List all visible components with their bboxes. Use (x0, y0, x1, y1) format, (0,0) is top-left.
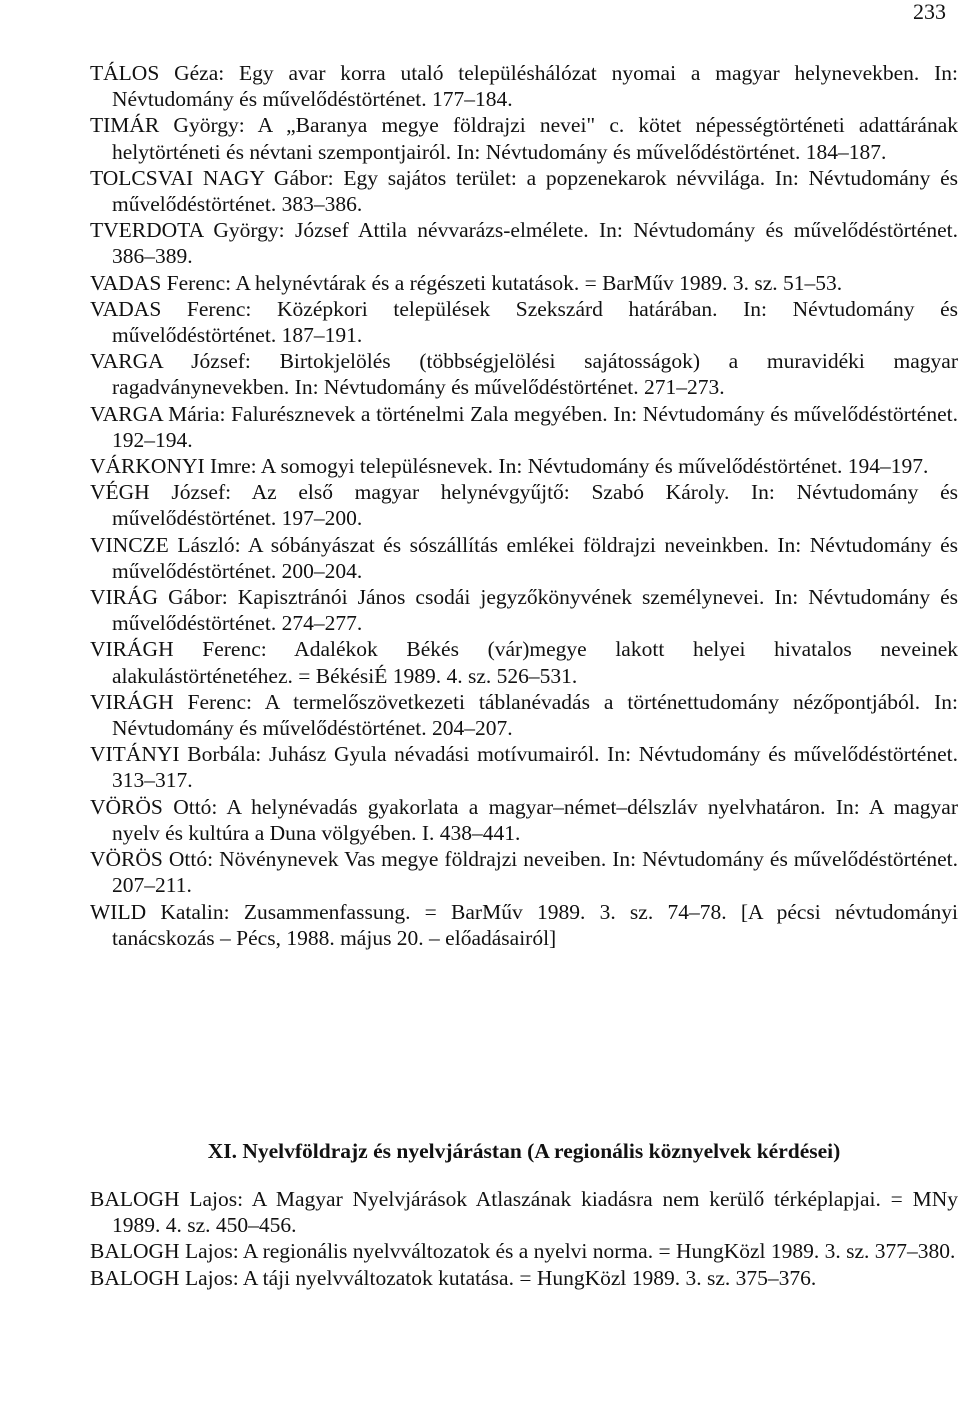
bibliography-entry: VARGA József: Birtokjelölés (többségjelölési sajátosságok) a muravidéki magyar ragadványnevekben. In: Névtudomány és művelődéstörténet. 271–273. (90, 349, 958, 400)
bibliography-entry: VÉGH József: Az első magyar helynévgyűjtő: Szabó Károly. In: Névtudomány és művelődéstörténet. 197–200. (90, 480, 958, 531)
bibliography-entry: VADAS Ferenc: A helynévtárak és a régészeti kutatások. = BarMűv 1989. 3. sz. 51–53. (90, 270, 843, 295)
bibliography-entry: WILD Katalin: Zusammenfassung. = BarMűv 1989. 3. sz. 74–78. [A pécsi névtudományi tanácskozás – Pécs, 1988. május 20. – előadásairól] (90, 899, 958, 950)
bibliography-entry: VIRÁGH Ferenc: A termelőszövetkezeti táblanévadás a történettudomány nézőpontjából. In: Névtudomány és művelődéstörténet. 204–207. (90, 689, 958, 741)
bibliography-entry: VADAS Ferenc: Középkori települések Szekszárd határában. In: Névtudomány és művelődéstörténet. 187–191. (90, 296, 958, 348)
page-number: 233 (913, 0, 946, 24)
bibliography-entry: VÁRKONYI Imre: A somogyi településnevek. In: Névtudomány és művelődéstörténet. 194–197. (90, 454, 929, 479)
bibliography-entry: BALOGH Lajos: A Magyar Nyelvjárások Atlaszának kiadásra nem kerülő térképlapjai. = MNy 1989. 4. sz. 450–456. (90, 1187, 958, 1238)
section-bibliography-list (90, 1186, 958, 1291)
bibliography-entry: VIRÁG Gábor: Kapisztránói János csodái jegyzőkönyvének személynevei. In: Névtudomány és művelődéstörténet. 274–277. (90, 585, 958, 636)
bibliography-entry: VÖRÖS Ottó: A helynévadás gyakorlata a magyar–német–délszláv nyelvhatáron. In: A magyar nyelv és kultúra a Duna völgyében. I. 438–441. (90, 794, 958, 845)
bibliography-entry: TOLCSVAI NAGY Gábor: Egy sajátos terület: a popzenekarok névvilága. In: Névtudomány és művelődéstörténet. 383–386. (90, 165, 958, 217)
bibliography-entry: VARGA Mária: Falurésznevek a történelmi Zala megyében. In: Névtudomány és művelődéstörténet. 192–194. (90, 401, 958, 452)
section-heading: XI. Nyelvföldrajz és nyelvjárástan (A regionális köznyelvek kérdései) (207, 1139, 841, 1163)
bibliography-entry: VIRÁGH Ferenc: Adalékok Békés (vár)megye lakott helyei hivatalos neveinek alakulástörténetéhez. = BékésiÉ 1989. 4. sz. 526–531. (90, 637, 958, 688)
bibliography-entry: TÁLOS Géza: Egy avar korra utaló településhálózat nyomai a magyar helynevekben. In: Névtudomány és művelődéstörténet. 177–184. (90, 61, 958, 112)
bibliography-entry: TIMÁR György: A „Baranya megye földrajzi nevei" c. kötet népességtörténeti adattárának helytörténeti és névtani szempontjairól. In: Névtudomány és művelődéstörténet. 184–187. (90, 113, 958, 164)
bibliography-entry: VÖRÖS Ottó: Növénynevek Vas megye földrajzi neveiben. In: Névtudomány és művelődéstörténet. 207–211. (90, 847, 958, 898)
bibliography-entry: TVERDOTA György: József Attila névvarázs-elmélete. In: Névtudomány és művelődéstörténet. 386–389. (90, 218, 958, 269)
bibliography-entry: VINCZE László: A sóbányászat és sószállítás emlékei földrajzi neveinkben. In: Névtudomány és művelődéstörténet. 200–204. (90, 532, 958, 583)
bibliography-entry: BALOGH Lajos: A regionális nyelvváltozatok és a nyelvi norma. = HungKözl 1989. 3. sz. 377–380. (90, 1239, 956, 1264)
bibliography-entry: BALOGH Lajos: A táji nyelvváltozatok kutatása. = HungKözl 1989. 3. sz. 375–376. (90, 1265, 817, 1290)
bibliography-entry: VITÁNYI Borbála: Juhász Gyula névadási motívumairól. In: Névtudomány és művelődéstörténet. 313–317. (90, 742, 958, 793)
bibliography-list (90, 60, 958, 951)
